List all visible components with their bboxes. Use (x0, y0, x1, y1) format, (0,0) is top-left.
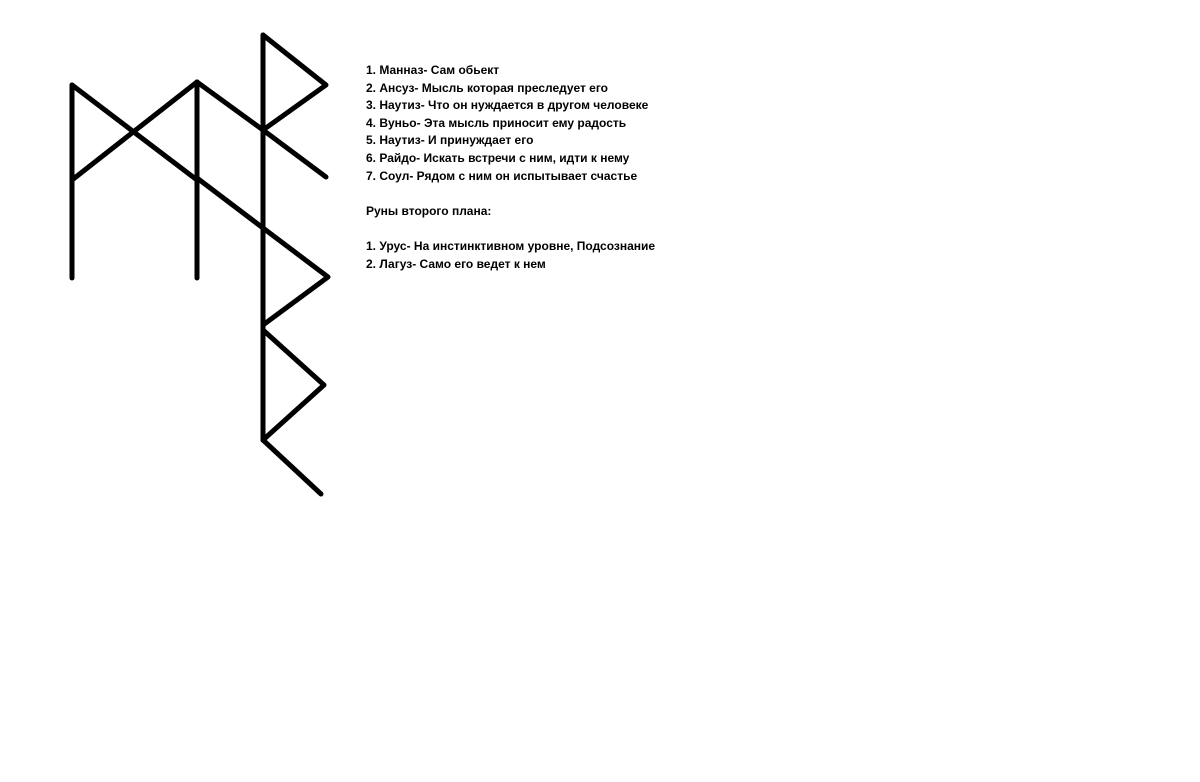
raido-pocket (263, 35, 326, 130)
list-item: 2. Ансуз- Мысль которая преследует его (366, 80, 609, 95)
wunjo-pocket (263, 228, 328, 325)
list-item: 7. Соул- Рядом с ним он испытывает счастье (366, 168, 638, 183)
secondary-runes-list (366, 238, 826, 273)
list-item: 3. Наутиз- Что он нуждается в другом человеке (366, 98, 649, 113)
list-item: 4. Вуньо- Эта мысль приносит ему радость (366, 115, 627, 130)
list-item: 6. Райдо- Искать встречи с ним, идти к нему (366, 150, 630, 165)
list-item: 2. Лагуз- Само его ведет к нем (366, 256, 546, 271)
list-item: 5. Наутиз- И принуждает его (366, 133, 534, 148)
ansuz-lower-branch (197, 178, 263, 228)
raido-leg (263, 130, 326, 177)
lower-leg (263, 440, 321, 494)
ansuz-upper-branch (197, 82, 263, 130)
secondary-runes-heading: Руны второго плана: (366, 203, 492, 218)
primary-runes-list (366, 62, 826, 185)
list-item: 1. Манназ- Сам обьект (366, 63, 500, 77)
rune-legend (366, 62, 826, 273)
list-item: 1. Урус- На инстинктивном уровне, Подсознание (366, 238, 656, 253)
lower-pocket (263, 330, 324, 440)
